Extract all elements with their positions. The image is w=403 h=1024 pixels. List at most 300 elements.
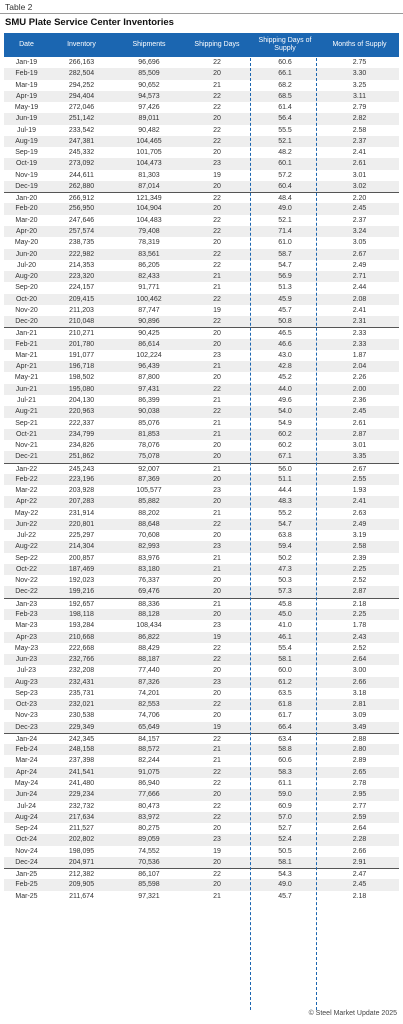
shipping-days-of-supply-cell: 61.8 — [278, 701, 292, 709]
months-of-supply-cell: 3.00 — [352, 667, 367, 675]
date-cell: Jan-22 — [15, 465, 38, 473]
date-cell: May-19 — [14, 104, 39, 112]
inventory-cell: 200,857 — [68, 554, 95, 562]
shipping-days-of-supply-cell: 45.0 — [278, 611, 292, 619]
shipping-days-of-supply-cell: 52.1 — [278, 137, 292, 145]
shipping-days-cell: 20 — [213, 881, 221, 889]
shipping-days-cell: 22 — [213, 735, 221, 743]
table-row — [4, 744, 399, 755]
shipments-cell: 90,482 — [138, 126, 160, 134]
date-cell: Jan-21 — [15, 330, 38, 338]
shipping-days-of-supply-cell: 51.1 — [278, 475, 292, 483]
months-of-supply-cell: 3.19 — [352, 532, 367, 540]
date-cell: Feb-22 — [15, 475, 38, 483]
months-of-supply-cell: 1.93 — [352, 487, 367, 495]
shipping-days-cell: 22 — [213, 59, 221, 66]
months-of-supply-cell: 2.64 — [352, 825, 367, 833]
date-cell: Sep-24 — [15, 825, 38, 833]
shipments-cell: 88,429 — [138, 644, 160, 652]
table-row — [4, 237, 399, 248]
shipments-cell: 88,336 — [138, 600, 160, 608]
months-of-supply-cell: 3.09 — [352, 712, 367, 720]
date-cell: Sep-20 — [15, 284, 38, 292]
date-cell: Sep-21 — [15, 419, 38, 427]
shipping-days-cell: 21 — [213, 746, 221, 754]
table-row — [4, 384, 399, 395]
inventory-cell: 192,657 — [68, 600, 95, 608]
table-row — [4, 575, 399, 586]
table-row — [4, 282, 399, 293]
inventory-cell: 223,196 — [68, 475, 95, 483]
shipments-cell: 85,598 — [138, 881, 160, 889]
table-row — [4, 440, 399, 451]
inventory-cell: 266,163 — [68, 59, 95, 66]
shipping-days-cell: 21 — [213, 509, 221, 517]
table-row — [4, 710, 399, 721]
inventory-cell: 222,668 — [68, 644, 95, 652]
shipping-days-of-supply-cell: 68.2 — [278, 81, 292, 89]
shipments-cell: 88,202 — [138, 509, 160, 517]
inventory-cell: 231,914 — [68, 509, 95, 517]
shipping-days-of-supply-cell: 42.8 — [278, 363, 292, 371]
table-body — [4, 57, 399, 902]
shipping-days-cell: 21 — [213, 419, 221, 427]
date-cell: Dec-24 — [15, 858, 38, 866]
months-of-supply-cell: 2.63 — [352, 509, 367, 517]
months-of-supply-cell: 2.61 — [352, 419, 367, 427]
table-row — [4, 91, 399, 102]
shipping-days-cell: 20 — [213, 340, 221, 348]
date-cell: Mar-20 — [15, 216, 38, 224]
shipping-days-of-supply-cell: 54.0 — [278, 408, 292, 416]
table-row — [4, 677, 399, 688]
inventory-cell: 242,345 — [68, 735, 95, 743]
shipping-days-of-supply-cell: 43.0 — [278, 351, 292, 359]
months-of-supply-cell: 2.58 — [352, 126, 367, 134]
inventory-cell: 232,766 — [68, 656, 95, 664]
months-of-supply-cell: 2.20 — [352, 195, 367, 203]
months-of-supply-cell: 3.01 — [352, 442, 367, 450]
shipping-days-of-supply-cell: 63.5 — [278, 689, 292, 697]
shipments-cell: 96,439 — [138, 363, 160, 371]
months-of-supply-cell: 1.78 — [352, 622, 367, 630]
shipping-days-cell: 22 — [213, 802, 221, 810]
shipments-cell: 74,552 — [138, 847, 160, 855]
date-cell: Jun-19 — [15, 115, 38, 123]
shipments-cell: 74,706 — [138, 712, 160, 720]
inventory-cell: 209,415 — [68, 295, 95, 303]
shipping-days-cell: 19 — [213, 847, 221, 855]
inventory-cell: 217,634 — [68, 813, 95, 821]
shipping-days-of-supply-cell: 49.0 — [278, 205, 292, 213]
shipping-days-cell: 20 — [213, 611, 221, 619]
inventory-cell: 196,718 — [68, 363, 95, 371]
inventory-cell: 210,668 — [68, 633, 95, 641]
date-cell: Apr-24 — [15, 768, 37, 776]
shipments-cell: 82,993 — [138, 543, 160, 551]
shipping-days-of-supply-cell: 52.7 — [278, 825, 292, 833]
months-of-supply-cell: 2.55 — [352, 475, 367, 483]
date-cell: Oct-24 — [15, 836, 37, 844]
date-cell: Jul-23 — [16, 667, 37, 675]
inventory-cell: 211,203 — [69, 306, 94, 314]
inventory-cell: 257,574 — [68, 227, 95, 235]
table-row — [4, 226, 399, 237]
months-of-supply-cell: 3.02 — [352, 182, 367, 190]
table-row — [4, 620, 399, 631]
table-title: SMU Plate Service Center Inventories — [5, 17, 174, 28]
date-cell: Aug-19 — [15, 137, 38, 145]
shipping-days-cell: 20 — [213, 588, 221, 596]
shipments-cell: 104,904 — [136, 205, 162, 213]
shipping-days-of-supply-cell: 56.4 — [278, 115, 292, 123]
top-divider — [0, 13, 403, 14]
months-of-supply-cell: 2.61 — [352, 160, 367, 168]
table-row — [4, 632, 399, 643]
shipping-days-cell: 22 — [213, 780, 221, 787]
months-of-supply-cell: 2.33 — [352, 340, 367, 348]
column-header-date: Date — [19, 41, 34, 48]
months-of-supply-cell: 3.05 — [352, 239, 367, 247]
table-row — [4, 102, 399, 113]
shipping-days-of-supply-cell: 52.1 — [278, 216, 292, 224]
shipping-days-cell: 22 — [213, 644, 221, 652]
shipping-days-cell: 20 — [213, 374, 221, 382]
inventory-cell: 201,780 — [68, 340, 95, 348]
shipping-days-of-supply-cell: 60.0 — [278, 667, 292, 675]
shipments-cell: 94,573 — [138, 92, 160, 100]
shipping-days-cell: 22 — [213, 295, 221, 303]
shipments-cell: 121,349 — [136, 195, 162, 203]
table-row — [4, 350, 399, 361]
months-of-supply-cell: 2.64 — [352, 656, 367, 664]
shipments-cell: 87,800 — [138, 374, 160, 382]
months-of-supply-cell: 2.45 — [352, 881, 367, 889]
inventory-cell: 193,284 — [68, 622, 95, 630]
months-of-supply-cell: 2.52 — [352, 644, 367, 652]
inventory-cell: 229,234 — [68, 791, 95, 799]
shipping-days-of-supply-cell: 63.4 — [278, 735, 292, 743]
months-of-supply-cell: 2.41 — [352, 498, 367, 506]
months-of-supply-cell: 2.41 — [352, 149, 367, 157]
table-row — [4, 147, 399, 158]
shipments-cell: 82,244 — [138, 757, 160, 765]
shipping-days-cell: 22 — [213, 813, 221, 821]
shipments-cell: 86,107 — [138, 871, 160, 879]
table-row — [4, 305, 399, 316]
shipments-cell: 83,561 — [138, 250, 160, 258]
shipping-days-cell: 19 — [213, 723, 221, 731]
shipments-cell: 89,011 — [138, 115, 160, 123]
shipments-cell: 85,882 — [138, 498, 160, 506]
shipments-cell: 80,473 — [138, 802, 160, 810]
inventory-cell: 212,382 — [68, 871, 95, 879]
shipping-days-of-supply-cell: 51.3 — [278, 284, 292, 292]
months-of-supply-cell: 2.41 — [352, 306, 367, 314]
shipping-days-of-supply-cell: 49.6 — [278, 396, 292, 404]
shipping-days-of-supply-cell: 66.4 — [278, 723, 292, 731]
date-cell: Sep-22 — [15, 554, 38, 562]
date-cell: Jul-24 — [16, 802, 37, 810]
months-of-supply-cell: 2.59 — [352, 813, 367, 821]
table-row — [4, 463, 399, 474]
date-cell: Jan-19 — [15, 59, 38, 66]
date-cell: Dec-21 — [15, 453, 38, 461]
shipments-cell: 86,205 — [138, 261, 160, 269]
date-cell: Mar-24 — [15, 757, 38, 765]
shipments-cell: 77,666 — [138, 791, 160, 799]
inventory-cell: 232,431 — [68, 678, 95, 686]
shipping-days-cell: 19 — [213, 306, 221, 314]
inventory-cell: 245,243 — [68, 465, 95, 473]
table-row — [4, 699, 399, 710]
inventory-cell: 233,542 — [68, 126, 95, 134]
inventory-cell: 272,046 — [68, 104, 95, 112]
column-header-shipments: Shipments — [132, 41, 166, 48]
shipping-days-of-supply-cell: 47.3 — [278, 565, 292, 573]
shipping-days-of-supply-cell: 46.5 — [278, 330, 292, 338]
shipping-days-of-supply-cell: 55.4 — [278, 644, 292, 652]
table-row — [4, 192, 399, 203]
months-of-supply-cell: 2.91 — [352, 858, 367, 866]
date-cell: Aug-21 — [15, 408, 38, 416]
shipping-days-of-supply-cell: 59.0 — [278, 791, 292, 799]
shipping-days-of-supply-cell: 60.6 — [278, 757, 292, 765]
shipping-days-cell: 23 — [213, 622, 221, 630]
table-row — [4, 643, 399, 654]
shipments-cell: 86,399 — [138, 396, 160, 404]
shipping-days-of-supply-cell: 48.3 — [278, 498, 292, 506]
shipments-cell: 97,321 — [138, 892, 160, 900]
inventory-cell: 232,021 — [68, 701, 95, 709]
shipping-days-cell: 19 — [213, 171, 221, 179]
months-of-supply-cell: 2.81 — [352, 701, 367, 709]
table-header — [4, 33, 399, 57]
months-of-supply-cell: 2.88 — [352, 735, 367, 743]
shipping-days-of-supply-cell: 54.9 — [278, 419, 292, 427]
shipping-days-of-supply-cell: 55.2 — [278, 509, 292, 517]
shipping-days-of-supply-cell: 59.4 — [278, 543, 292, 551]
table-row — [4, 519, 399, 530]
date-cell: Oct-22 — [15, 565, 37, 573]
months-of-supply-cell: 2.31 — [352, 318, 367, 326]
shipping-days-cell: 22 — [213, 92, 221, 100]
inventory-cell: 222,337 — [68, 419, 95, 427]
source-credit: © Steel Market Update 2025 — [308, 1010, 397, 1017]
months-of-supply-cell: 2.71 — [352, 273, 367, 281]
table-row — [4, 260, 399, 271]
shipping-days-cell: 21 — [213, 757, 221, 765]
inventory-cell: 211,674 — [69, 892, 94, 900]
table-row — [4, 316, 399, 327]
date-cell: Nov-21 — [15, 442, 38, 450]
shipments-cell: 97,431 — [138, 385, 160, 393]
shipments-cell: 78,076 — [138, 442, 160, 450]
shipping-days-of-supply-cell: 60.6 — [278, 59, 292, 66]
shipping-days-cell: 22 — [213, 261, 221, 269]
months-of-supply-cell: 2.79 — [352, 104, 367, 112]
table-row — [4, 767, 399, 778]
date-cell: Apr-21 — [15, 363, 37, 371]
inventory-cell: 198,118 — [69, 611, 94, 619]
table-row — [4, 80, 399, 91]
inventory-cell: 232,208 — [68, 667, 95, 675]
shipping-days-of-supply-cell: 57.2 — [278, 171, 292, 179]
date-cell: Dec-23 — [15, 723, 38, 731]
date-cell: Jun-24 — [15, 791, 38, 799]
inventory-cell: 214,304 — [68, 543, 95, 551]
shipping-days-of-supply-cell: 46.1 — [278, 633, 292, 641]
table-row — [4, 474, 399, 485]
date-cell: May-21 — [14, 374, 39, 382]
months-of-supply-cell: 2.66 — [352, 678, 367, 686]
inventory-cell: 207,283 — [68, 498, 95, 506]
date-cell: Feb-24 — [15, 746, 38, 754]
shipping-days-of-supply-cell: 52.4 — [278, 836, 292, 844]
months-of-supply-cell: 2.52 — [352, 577, 367, 585]
shipping-days-cell: 20 — [213, 330, 221, 338]
table-row — [4, 136, 399, 147]
months-of-supply-cell: 2.04 — [352, 363, 367, 371]
months-of-supply-cell: 2.82 — [352, 115, 367, 123]
table-row — [4, 170, 399, 181]
months-of-supply-cell: 2.37 — [352, 216, 367, 224]
shipping-days-of-supply-cell: 45.8 — [278, 600, 292, 608]
shipping-days-of-supply-cell: 60.9 — [278, 802, 292, 810]
inventory-cell: 210,271 — [68, 330, 95, 338]
inventory-cell: 199,216 — [68, 588, 95, 596]
table-row — [4, 485, 399, 496]
table-row — [4, 125, 399, 136]
table-row — [4, 564, 399, 575]
inventory-cell: 256,950 — [68, 205, 95, 213]
shipping-days-cell: 22 — [213, 768, 221, 776]
inventory-cell: 234,799 — [68, 430, 95, 438]
inventory-cell: 245,332 — [68, 149, 95, 157]
months-of-supply-cell: 3.01 — [352, 171, 367, 179]
months-of-supply-cell: 2.66 — [352, 847, 367, 855]
table-row — [4, 361, 399, 372]
inventory-cell: 273,092 — [68, 160, 95, 168]
shipments-cell: 87,326 — [138, 678, 160, 686]
shipments-cell: 83,972 — [138, 813, 160, 821]
shipments-cell: 82,553 — [138, 701, 160, 709]
shipping-days-of-supply-cell: 56.9 — [278, 273, 292, 281]
shipments-cell: 74,201 — [138, 689, 160, 697]
table-row — [4, 665, 399, 676]
months-of-supply-cell: 2.75 — [352, 59, 367, 66]
shipping-days-cell: 21 — [213, 363, 221, 371]
table-row — [4, 181, 399, 192]
shipping-days-of-supply-cell: 61.0 — [278, 239, 292, 247]
shipping-days-cell: 20 — [213, 712, 221, 720]
table-row — [4, 249, 399, 260]
shipping-days-cell: 21 — [213, 273, 221, 281]
shipping-days-of-supply-cell: 44.0 — [278, 385, 292, 393]
shipping-days-cell: 20 — [213, 442, 221, 450]
date-cell: Feb-20 — [15, 205, 38, 213]
inventory-cell: 191,077 — [68, 351, 95, 359]
shipping-days-cell: 20 — [213, 115, 221, 123]
inventory-cell: 225,297 — [68, 532, 95, 540]
table-row — [4, 395, 399, 406]
shipping-days-cell: 20 — [213, 689, 221, 697]
inventory-cell: 192,023 — [68, 577, 95, 585]
inventory-cell: 214,353 — [68, 261, 95, 269]
shipments-cell: 88,648 — [138, 520, 160, 528]
months-of-supply-cell: 2.25 — [352, 565, 367, 573]
months-of-supply-cell: 2.37 — [352, 137, 367, 145]
table-row — [4, 339, 399, 350]
months-of-supply-cell: 2.36 — [352, 396, 367, 404]
table-row — [4, 496, 399, 507]
date-cell: Apr-20 — [15, 227, 37, 235]
shipments-cell: 100,462 — [136, 295, 162, 303]
inventory-cell: 232,732 — [68, 802, 95, 810]
shipping-days-of-supply-cell: 50.2 — [278, 554, 292, 562]
shipments-cell: 83,976 — [138, 554, 160, 562]
table-row — [4, 372, 399, 383]
table-row — [4, 823, 399, 834]
shipments-cell: 70,608 — [138, 532, 160, 540]
date-cell: Jun-23 — [15, 656, 38, 664]
inventory-cell: 210,048 — [68, 318, 95, 326]
months-of-supply-cell: 3.30 — [352, 70, 367, 78]
date-cell: Dec-20 — [15, 318, 38, 326]
inventory-cell: 222,982 — [68, 250, 95, 258]
table-row — [4, 113, 399, 124]
date-cell: Sep-19 — [15, 149, 38, 157]
inventory-cell: 234,826 — [68, 442, 95, 450]
shipments-cell: 85,076 — [138, 419, 160, 427]
shipping-days-of-supply-cell: 56.0 — [278, 465, 292, 473]
shipping-days-of-supply-cell: 60.4 — [278, 182, 292, 190]
inventory-cell: 241,541 — [68, 768, 95, 776]
date-cell: Jan-24 — [15, 735, 38, 743]
date-cell: Sep-23 — [15, 689, 38, 697]
shipments-cell: 88,572 — [138, 746, 160, 754]
shipments-cell: 87,369 — [138, 475, 160, 483]
shipments-cell: 104,473 — [136, 160, 162, 168]
months-of-supply-cell: 2.95 — [352, 791, 367, 799]
date-cell: Feb-23 — [15, 611, 38, 619]
shipping-days-of-supply-cell: 54.7 — [278, 261, 292, 269]
months-of-supply-cell: 3.18 — [352, 689, 367, 697]
shipments-cell: 84,157 — [138, 735, 160, 743]
shipments-cell: 102,224 — [136, 351, 162, 359]
shipping-days-cell: 20 — [213, 182, 221, 190]
shipping-days-cell: 20 — [213, 667, 221, 675]
shipping-days-of-supply-cell: 71.4 — [278, 227, 292, 235]
table-row — [4, 891, 399, 902]
date-cell: Jan-20 — [15, 195, 38, 203]
date-cell: Aug-20 — [15, 273, 38, 281]
shipments-cell: 96,696 — [138, 59, 160, 66]
shipping-days-cell: 22 — [213, 104, 221, 112]
inventory-cell: 241,480 — [68, 780, 95, 787]
shipments-cell: 105,577 — [136, 487, 162, 495]
shipping-days-cell: 22 — [213, 250, 221, 258]
date-cell: Oct-19 — [15, 160, 37, 168]
inventory-cell: 238,735 — [68, 239, 95, 247]
shipping-days-of-supply-cell: 48.2 — [278, 149, 292, 157]
table-row — [4, 801, 399, 812]
months-of-supply-cell: 2.43 — [352, 633, 367, 641]
date-cell: Jul-21 — [16, 396, 37, 404]
shipping-days-of-supply-cell: 45.9 — [278, 295, 292, 303]
inventory-cell: 220,963 — [68, 408, 95, 416]
shipping-days-cell: 21 — [213, 430, 221, 438]
